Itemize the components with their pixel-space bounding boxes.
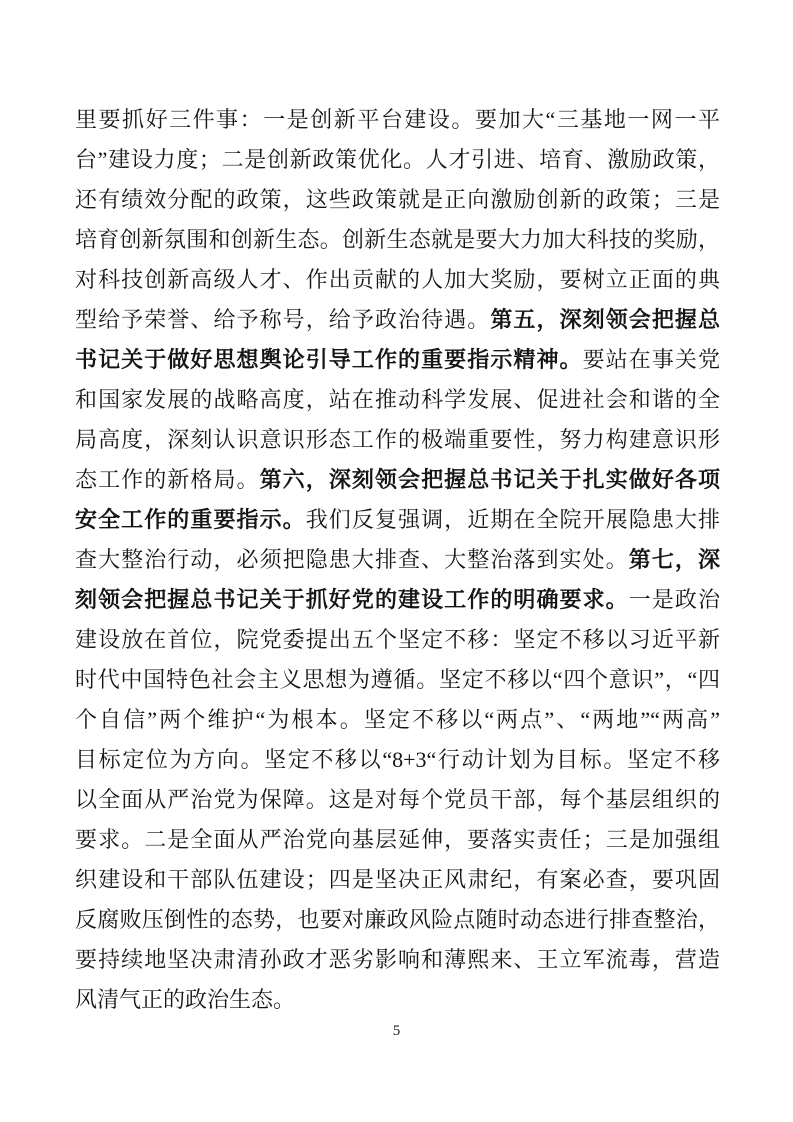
text-line — [75, 460, 720, 500]
text-segment: 反腐败压倒性的态势，也要对廉政风险点随时动态进行排查整治， — [75, 907, 720, 932]
text-segment: 要求。二是全面从严治党向基层延伸，要落实责任；三是加强组 — [75, 827, 720, 852]
text-segment: 和国家发展的战略高度，站在推动科学发展、促进社会和谐的全 — [75, 387, 720, 412]
document-body — [75, 100, 720, 1020]
text-line — [75, 620, 720, 660]
text-line — [75, 260, 720, 300]
text-line — [75, 820, 720, 860]
page-number: 5 — [392, 1023, 401, 1039]
text-segment: 要持续地坚决肃清孙政才恶劣影响和薄熙来、王立军流毒，营造 — [75, 947, 720, 972]
text-line — [75, 340, 720, 380]
text-line — [75, 180, 720, 220]
text-line — [75, 860, 720, 900]
text-segment: 我们反复强调，近期在全院开展隐患大排 — [305, 507, 720, 532]
text-line — [75, 140, 720, 180]
text-segment-bold: 第五，深刻领会把握总 — [490, 307, 720, 332]
text-segment-bold: 第六，深刻领会把握总书记关于扎实做好各项 — [259, 467, 720, 492]
text-segment: 目标定位为方向。坚定不移以“8+3“行动计划为目标。坚定不移 — [75, 747, 720, 772]
text-segment: 对科技创新高级人才、作出贡献的人加大奖励，要树立正面的典 — [75, 267, 720, 292]
text-segment: 培育创新氛围和创新生态。创新生态就是要大力加大科技的奖励， — [75, 227, 720, 252]
text-segment: 要站在事关党 — [582, 347, 720, 372]
text-line — [75, 500, 720, 540]
text-segment-bold: 刻领会把握总书记关于抓好党的建设工作的明确要求。 — [75, 587, 629, 612]
text-segment: 态工作的新格局。 — [75, 467, 260, 492]
text-segment: 台”建设力度；二是创新政策优化。人才引进、培育、激励政策， — [75, 147, 720, 172]
text-segment: 查大整治行动，必须把隐患大排查、大整治落到实处。 — [75, 547, 629, 572]
text-line — [75, 220, 720, 260]
text-line — [75, 780, 720, 820]
text-segment-bold: 安全工作的重要指示。 — [75, 507, 306, 532]
text-line — [75, 300, 720, 340]
text-line — [75, 740, 720, 780]
text-segment: 以全面从严治党为保障。这是对每个党员干部，每个基层组织的 — [75, 787, 720, 812]
text-segment: 织建设和干部队伍建设；四是坚决正风肃纪，有案必查，要巩固 — [75, 867, 720, 892]
text-segment: 还有绩效分配的政策，这些政策就是正向激励创新的政策；三是 — [75, 187, 720, 212]
text-line — [75, 900, 720, 940]
text-segment: 局高度，深刻认识意识形态工作的极端重要性，努力构建意识形 — [75, 427, 720, 452]
text-segment-bold: 第七，深 — [628, 547, 720, 572]
text-line — [75, 380, 720, 420]
text-segment: 风清气正的政治生态。 — [75, 987, 296, 1012]
text-segment: 时代中国特色社会主义思想为遵循。坚定不移以“四个意识”，“四 — [75, 667, 720, 692]
text-segment: 里要抓好三件事：一是创新平台建设。要加大“三基地一网一平 — [75, 107, 720, 132]
text-line — [75, 580, 720, 620]
text-line — [75, 420, 720, 460]
text-line — [75, 660, 720, 700]
text-line — [75, 980, 720, 1020]
text-line — [75, 700, 720, 740]
text-line — [75, 540, 720, 580]
text-segment: 型给予荣誉、给予称号，给予政治待遇。 — [75, 307, 491, 332]
text-line — [75, 940, 720, 980]
text-segment: 建设放在首位，院党委提出五个坚定不移：坚定不移以习近平新 — [75, 627, 720, 652]
text-segment: 个自信”两个维护“为根本。坚定不移以“两点”、“两地”“两高” — [75, 707, 720, 732]
text-segment: 一是政治 — [628, 587, 720, 612]
text-segment-bold: 书记关于做好思想舆论引导工作的重要指示精神。 — [75, 347, 583, 372]
text-line — [75, 100, 720, 140]
